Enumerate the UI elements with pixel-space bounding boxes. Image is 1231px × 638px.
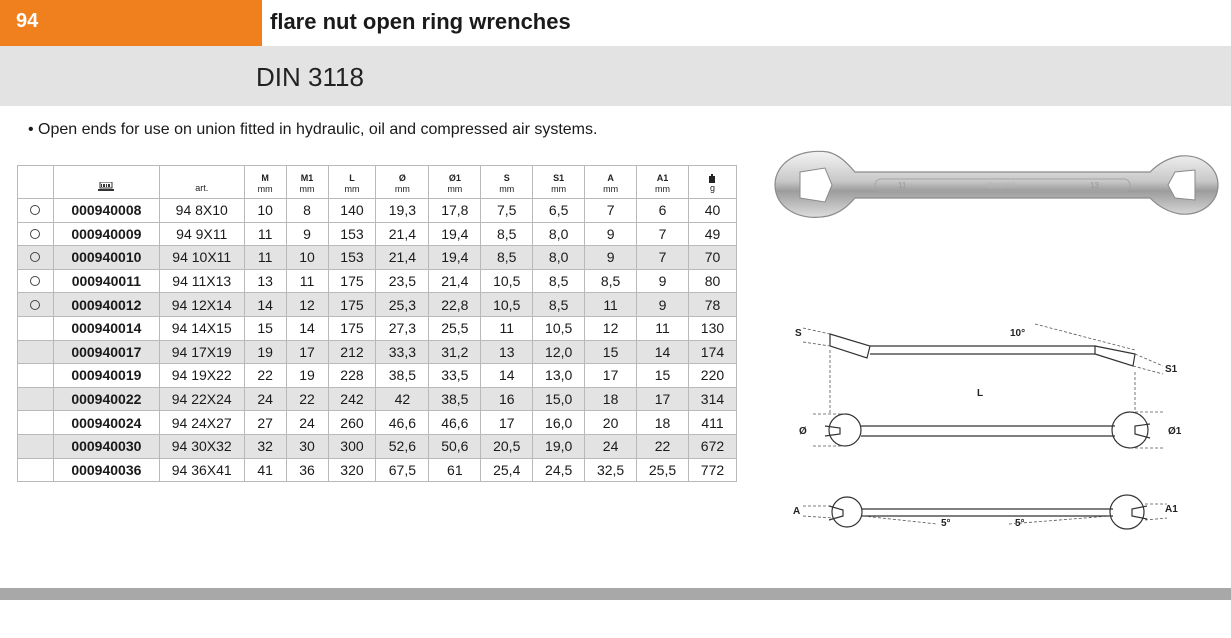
art-cell: 94 19X22	[159, 364, 244, 388]
stock-circle-icon	[30, 229, 40, 239]
value-cell: 70	[688, 246, 736, 270]
value-cell: 46,6	[429, 411, 481, 435]
value-cell: 8,0	[533, 246, 585, 270]
page-title: flare nut open ring wrenches	[270, 9, 571, 34]
art-cell: 94 24X27	[159, 411, 244, 435]
value-cell: 19	[244, 340, 286, 364]
value-cell: 49	[688, 222, 736, 246]
label-angle-a1: 5°	[1015, 518, 1025, 529]
value-cell: 672	[688, 434, 736, 458]
stock-cell	[18, 387, 54, 411]
art-cell: 94 10X11	[159, 246, 244, 270]
label-s: S	[795, 328, 802, 339]
value-cell: 52,6	[376, 434, 429, 458]
header-bar	[0, 0, 1231, 46]
value-cell: 18	[585, 387, 637, 411]
col-a-header: A mm	[585, 166, 637, 199]
value-cell: 8,5	[481, 222, 533, 246]
value-cell: 10,5	[533, 316, 585, 340]
value-cell: 27	[244, 411, 286, 435]
value-cell: 6,5	[533, 199, 585, 223]
value-cell: 8,5	[481, 246, 533, 270]
value-cell: 6	[637, 199, 689, 223]
value-cell: 24	[286, 411, 328, 435]
wrench-photo	[770, 140, 1220, 230]
value-cell: 15	[585, 340, 637, 364]
label-a1: A1	[1165, 504, 1178, 515]
value-cell: 15	[637, 364, 689, 388]
code-cell: 000940010	[53, 246, 159, 270]
stock-circle-icon	[30, 205, 40, 215]
value-cell: 9	[585, 222, 637, 246]
subheader-bar	[0, 46, 1231, 106]
value-cell: 8,5	[585, 269, 637, 293]
value-cell: 32	[244, 434, 286, 458]
value-cell: 13	[244, 269, 286, 293]
value-cell: 42	[376, 387, 429, 411]
engraving-left: 11	[898, 181, 907, 190]
value-cell: 10	[286, 246, 328, 270]
value-cell: 12	[286, 293, 328, 317]
value-cell: 17,8	[429, 199, 481, 223]
value-cell: 19,4	[429, 222, 481, 246]
value-cell: 772	[688, 458, 736, 482]
value-cell: 27,3	[376, 316, 429, 340]
value-cell: 11	[286, 269, 328, 293]
value-cell: 15,0	[533, 387, 585, 411]
stock-cell	[18, 364, 54, 388]
value-cell: 16,0	[533, 411, 585, 435]
value-cell: 8,0	[533, 222, 585, 246]
value-cell: 17	[481, 411, 533, 435]
value-cell: 38,5	[429, 387, 481, 411]
value-cell: 38,5	[376, 364, 429, 388]
code-cell: 000940014	[53, 316, 159, 340]
table-row	[18, 458, 737, 482]
value-cell: 260	[328, 411, 376, 435]
value-cell: 22	[637, 434, 689, 458]
table-row	[18, 199, 737, 223]
value-cell: 41	[244, 458, 286, 482]
stock-cell	[18, 458, 54, 482]
col-s1-header: S1 mm	[533, 166, 585, 199]
code-cell: 000940024	[53, 411, 159, 435]
value-cell: 7	[637, 246, 689, 270]
value-cell: 7	[585, 199, 637, 223]
value-cell: 14	[481, 364, 533, 388]
value-cell: 10,5	[481, 269, 533, 293]
art-cell: 94 17X19	[159, 340, 244, 364]
page-number-badge: 94	[0, 0, 262, 46]
value-cell: 242	[328, 387, 376, 411]
table-header-row	[18, 166, 737, 199]
value-cell: 9	[637, 269, 689, 293]
value-cell: 19,3	[376, 199, 429, 223]
value-cell: 24	[244, 387, 286, 411]
value-cell: 36	[286, 458, 328, 482]
value-cell: 9	[637, 293, 689, 317]
table-row	[18, 246, 737, 270]
value-cell: 19,0	[533, 434, 585, 458]
value-cell: 8	[286, 199, 328, 223]
value-cell: 25,3	[376, 293, 429, 317]
art-cell: 94 36X41	[159, 458, 244, 482]
label-angle-a: 5°	[941, 518, 951, 529]
value-cell: 228	[328, 364, 376, 388]
value-cell: 21,4	[376, 246, 429, 270]
value-cell: 140	[328, 199, 376, 223]
product-description: • Open ends for use on union fitted in hydraulic, oil and compressed air systems.	[28, 121, 598, 138]
table-row	[18, 269, 737, 293]
code-cell: 000940017	[53, 340, 159, 364]
label-angle-top: 10°	[1010, 328, 1026, 339]
value-cell: 46,6	[376, 411, 429, 435]
stock-cell	[18, 411, 54, 435]
value-cell: 14	[637, 340, 689, 364]
col-s-header: S mm	[481, 166, 533, 199]
value-cell: 20	[585, 411, 637, 435]
col-l-header: L mm	[328, 166, 376, 199]
value-cell: 32,5	[585, 458, 637, 482]
engraving-right: 13	[1090, 181, 1099, 190]
value-cell: 13	[481, 340, 533, 364]
code-cell: 000940009	[53, 222, 159, 246]
engraving-brand: Beta 94	[988, 181, 1016, 190]
label-d1: Ø1	[1168, 426, 1182, 437]
table-row	[18, 364, 737, 388]
code-cell: 000940036	[53, 458, 159, 482]
value-cell: 31,2	[429, 340, 481, 364]
code-column-header	[53, 166, 159, 199]
value-cell: 10,5	[481, 293, 533, 317]
value-cell: 23,5	[376, 269, 429, 293]
value-cell: 19	[286, 364, 328, 388]
value-cell: 314	[688, 387, 736, 411]
value-cell: 24,5	[533, 458, 585, 482]
value-cell: 8,5	[533, 269, 585, 293]
stock-column-header	[18, 166, 54, 199]
value-cell: 21,4	[429, 269, 481, 293]
value-cell: 78	[688, 293, 736, 317]
value-cell: 8,5	[533, 293, 585, 317]
code-cell: 000940030	[53, 434, 159, 458]
stock-cell	[18, 316, 54, 340]
value-cell: 16	[481, 387, 533, 411]
label-a: A	[793, 506, 801, 517]
stock-circle-icon	[30, 252, 40, 262]
value-cell: 33,3	[376, 340, 429, 364]
value-cell: 411	[688, 411, 736, 435]
value-cell: 7,5	[481, 199, 533, 223]
barcode-icon	[98, 182, 114, 192]
value-cell: 153	[328, 246, 376, 270]
stock-cell	[18, 293, 54, 317]
value-cell: 175	[328, 316, 376, 340]
value-cell: 12,0	[533, 340, 585, 364]
value-cell: 61	[429, 458, 481, 482]
value-cell: 30	[286, 434, 328, 458]
col-d1-header: Ø1 mm	[429, 166, 481, 199]
spec-table	[17, 165, 737, 482]
value-cell: 11	[585, 293, 637, 317]
stock-cell	[18, 199, 54, 223]
label-l: L	[977, 388, 984, 399]
stock-cell	[18, 434, 54, 458]
value-cell: 17	[637, 387, 689, 411]
value-cell: 67,5	[376, 458, 429, 482]
value-cell: 22,8	[429, 293, 481, 317]
value-cell: 320	[328, 458, 376, 482]
value-cell: 17	[286, 340, 328, 364]
value-cell: 11	[244, 222, 286, 246]
value-cell: 175	[328, 269, 376, 293]
art-cell: 94 30X32	[159, 434, 244, 458]
value-cell: 12	[585, 316, 637, 340]
value-cell: 174	[688, 340, 736, 364]
value-cell: 24	[585, 434, 637, 458]
art-cell: 94 11X13	[159, 269, 244, 293]
art-cell: 94 22X24	[159, 387, 244, 411]
value-cell: 17	[585, 364, 637, 388]
value-cell: 212	[328, 340, 376, 364]
value-cell: 14	[286, 316, 328, 340]
value-cell: 25,5	[637, 458, 689, 482]
table-row	[18, 340, 737, 364]
stock-cell	[18, 246, 54, 270]
value-cell: 9	[286, 222, 328, 246]
value-cell: 40	[688, 199, 736, 223]
value-cell: 22	[244, 364, 286, 388]
art-cell: 94 9X11	[159, 222, 244, 246]
art-column-header: art.	[159, 166, 244, 199]
art-cell: 94 14X15	[159, 316, 244, 340]
col-weight-header: g	[688, 166, 736, 199]
stock-cell	[18, 222, 54, 246]
col-d-header: Ø mm	[376, 166, 429, 199]
col-m-header: M mm	[244, 166, 286, 199]
code-cell: 000940011	[53, 269, 159, 293]
value-cell: 11	[481, 316, 533, 340]
technical-drawing	[785, 316, 1205, 556]
code-cell: 000940022	[53, 387, 159, 411]
value-cell: 80	[688, 269, 736, 293]
table-row	[18, 222, 737, 246]
value-cell: 50,6	[429, 434, 481, 458]
standard-label: DIN 3118	[256, 62, 364, 92]
footer-bar	[0, 588, 1231, 600]
value-cell: 13,0	[533, 364, 585, 388]
value-cell: 11	[637, 316, 689, 340]
value-cell: 20,5	[481, 434, 533, 458]
art-cell: 94 12X14	[159, 293, 244, 317]
stock-cell	[18, 340, 54, 364]
value-cell: 25,4	[481, 458, 533, 482]
table-row	[18, 434, 737, 458]
value-cell: 19,4	[429, 246, 481, 270]
code-cell: 000940012	[53, 293, 159, 317]
value-cell: 14	[244, 293, 286, 317]
label-d: Ø	[799, 426, 807, 437]
value-cell: 15	[244, 316, 286, 340]
weight-icon	[708, 174, 716, 183]
label-s1: S1	[1165, 364, 1178, 375]
col-m1-header: M1 mm	[286, 166, 328, 199]
value-cell: 175	[328, 293, 376, 317]
value-cell: 7	[637, 222, 689, 246]
stock-cell	[18, 269, 54, 293]
value-cell: 300	[328, 434, 376, 458]
value-cell: 9	[585, 246, 637, 270]
value-cell: 21,4	[376, 222, 429, 246]
value-cell: 220	[688, 364, 736, 388]
value-cell: 130	[688, 316, 736, 340]
value-cell: 153	[328, 222, 376, 246]
table-row	[18, 411, 737, 435]
stock-circle-icon	[30, 300, 40, 310]
table-row	[18, 316, 737, 340]
value-cell: 10	[244, 199, 286, 223]
col-a1-header: A1 mm	[637, 166, 689, 199]
value-cell: 25,5	[429, 316, 481, 340]
value-cell: 11	[244, 246, 286, 270]
stock-circle-icon	[30, 276, 40, 286]
value-cell: 18	[637, 411, 689, 435]
table-row	[18, 387, 737, 411]
value-cell: 22	[286, 387, 328, 411]
value-cell: 33,5	[429, 364, 481, 388]
code-cell: 000940008	[53, 199, 159, 223]
art-cell: 94 8X10	[159, 199, 244, 223]
code-cell: 000940019	[53, 364, 159, 388]
table-row	[18, 293, 737, 317]
